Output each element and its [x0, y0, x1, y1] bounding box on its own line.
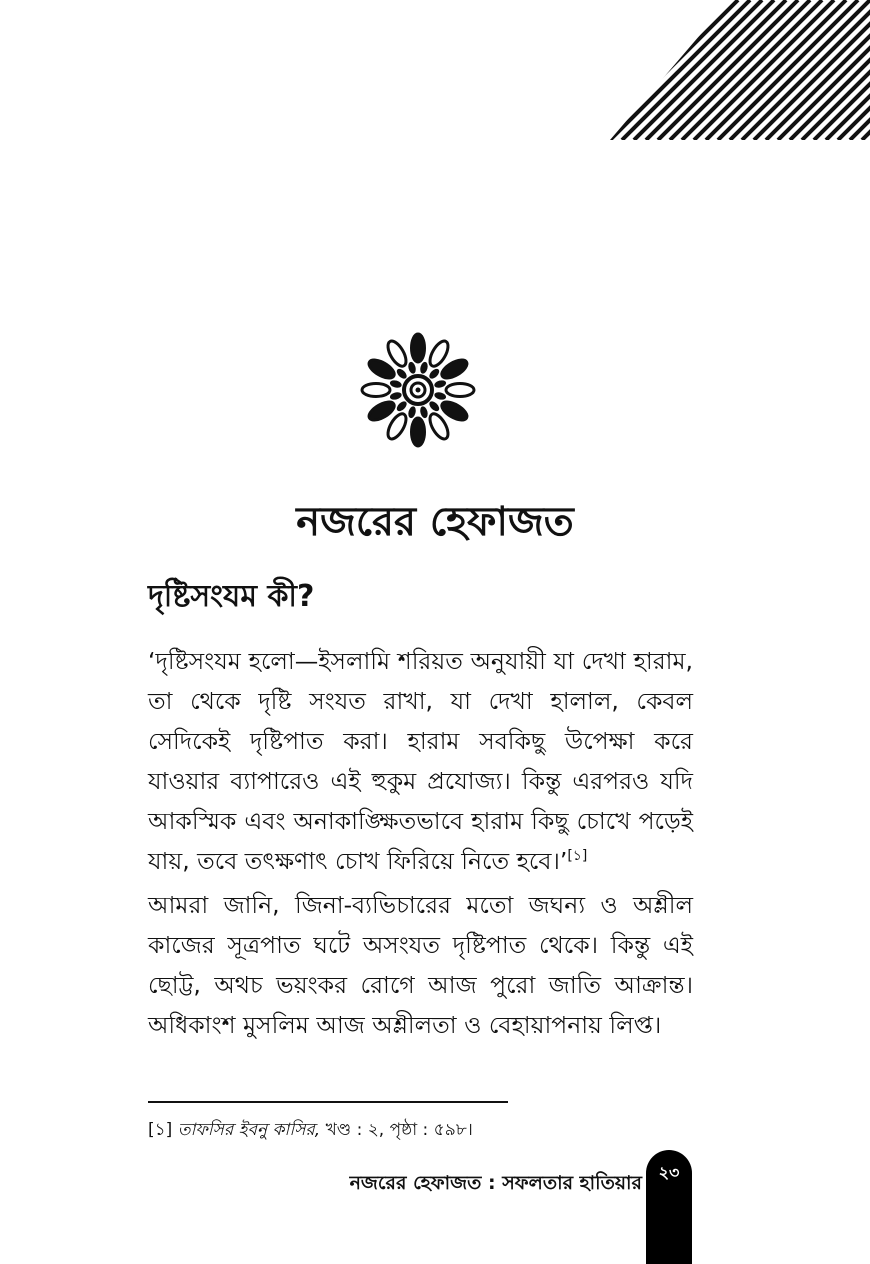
page-number: ২৩ — [658, 1163, 680, 1182]
footnote-detail: খণ্ড : ২, পৃষ্ঠা : ৫৯৮। — [325, 1120, 473, 1140]
body-paragraph: আমরা জানি, জিনা-ব্যভিচারের মতো জঘন্য ও অশ্লীল কাজের সূত্রপাত ঘটে অসংযত দৃষ্টিপাত থেকে। কিন্তু এই ছোট্ট, অথচ ভয়ংকর রোগে আজ পুরো জাতি আক্রান্ত। অধিকাংশ মুসলিম আজ অশ্লীলতা ও বেহায়াপনায় লিপ্ত। — [148, 891, 693, 1039]
running-footer: নজরের হেফাজত : সফলতার হাতিয়ার — [349, 1172, 642, 1194]
quote-text: ‘দৃষ্টিসংযম হলো—ইসলামি শরিয়ত অনুযায়ী যা দেখা হারাম, তা থেকে দৃষ্টি সংযত রাখা, যা দেখা হালাল, কেবল সেদিকেই দৃষ্টিপাত করা। হারাম সবকিছু উপেক্ষা করে যাওয়ার ব্যাপারেও এই হুকুম প্রযোজ্য। কিন্তু এরপরও যদি আকস্মিক এবং অনাকাঙ্ক্ষিতভাবে হারাম কিছু চোখে পড়েই যায়, তবে তৎক্ষণাৎ চোখ ফিরিয়ে নিতে হবে।’ — [148, 647, 693, 875]
quote-paragraph — [148, 641, 693, 881]
section-heading: দৃষ্টিসংযম কী? — [148, 579, 315, 614]
footnote-number: [১] — [148, 1120, 173, 1140]
flower-ornament-icon — [358, 330, 478, 450]
footnote-divider — [148, 1101, 508, 1103]
footnote-source: তাফসির ইবনু কাসির, — [177, 1120, 321, 1140]
footnote-reference[interactable]: [১] — [567, 848, 588, 865]
footnote — [148, 1116, 473, 1144]
corner-hatch-decoration — [470, 0, 870, 140]
chapter-title: নজরের হেফাজত — [296, 499, 574, 545]
